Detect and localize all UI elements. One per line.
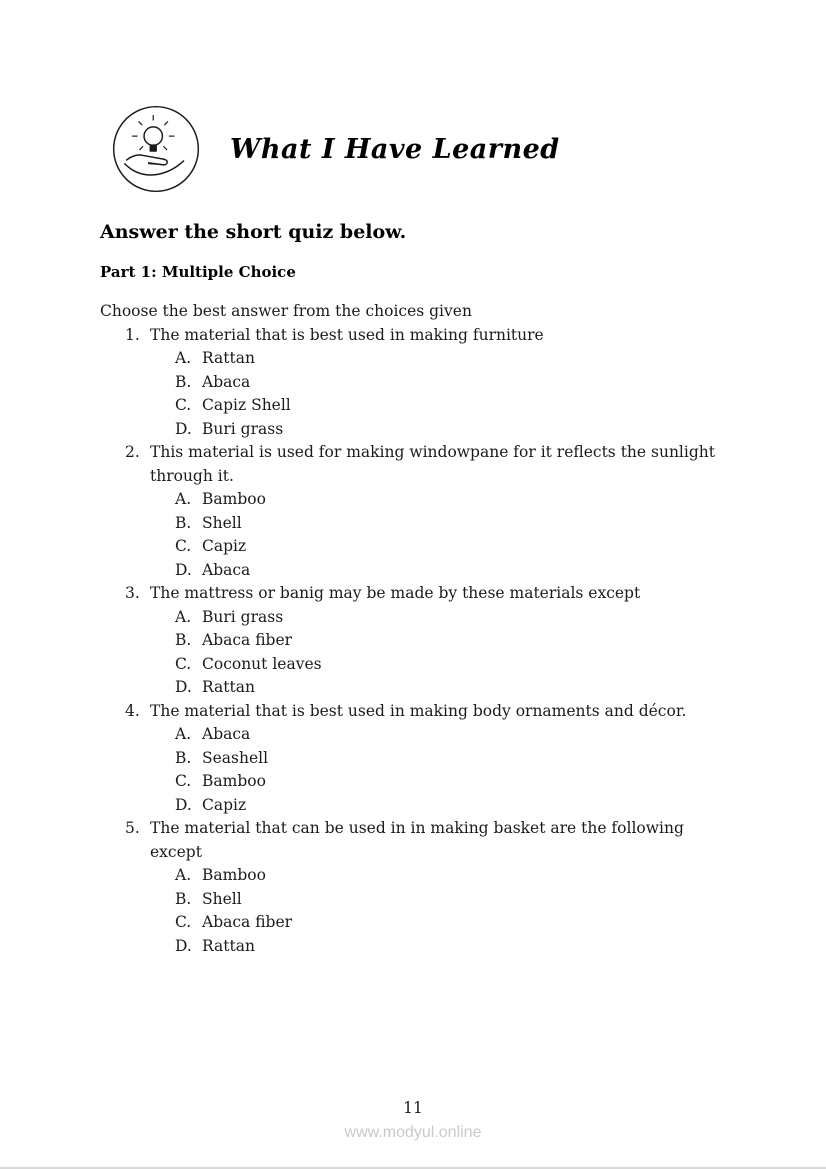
choice-letter: C. — [175, 396, 192, 414]
choice-text: Abaca — [202, 560, 251, 579]
choice-text: Abaca fiber — [202, 913, 293, 931]
choice-text: Bamboo — [202, 772, 266, 790]
question — [100, 441, 726, 582]
question — [100, 817, 726, 958]
question-number: 4. — [125, 701, 140, 720]
question — [100, 324, 726, 442]
choice-text: Coconut leaves — [202, 654, 322, 673]
choice-letter: C. — [175, 654, 192, 673]
choice-list — [175, 488, 726, 582]
choice-text: Capiz — [202, 537, 247, 555]
question — [100, 582, 726, 700]
page-title: What I Have Learned — [230, 133, 560, 165]
quiz-heading: Answer the short quiz below. — [100, 221, 407, 243]
quiz-instructions: Choose the best answer from the choices given — [100, 302, 472, 320]
choice-letter: B. — [175, 889, 192, 908]
choice-letter: C. — [175, 772, 192, 790]
choice-item — [175, 535, 726, 559]
choice-text: Rattan — [202, 349, 255, 367]
choice-list — [175, 347, 726, 441]
choice-item — [175, 371, 726, 395]
choice-letter: A. — [175, 490, 192, 508]
choice-item — [175, 864, 726, 888]
choice-text: Abaca — [202, 725, 251, 743]
question-text: The material that is best used in making furniture — [150, 325, 544, 344]
choice-item — [175, 888, 726, 912]
choice-letter: D. — [175, 936, 192, 955]
choice-text: Capiz — [202, 795, 247, 814]
choice-text: Buri grass — [202, 607, 284, 626]
choice-text: Buri grass — [202, 419, 284, 438]
choice-text: Shell — [202, 513, 242, 532]
choice-item — [175, 347, 726, 371]
choice-text: Bamboo — [202, 490, 266, 508]
choice-letter: D. — [175, 678, 192, 696]
choice-letter: C. — [175, 537, 192, 555]
choice-letter: A. — [175, 349, 192, 367]
choice-item — [175, 676, 726, 700]
choice-text: Abaca fiber — [202, 631, 293, 649]
choice-letter: D. — [175, 560, 192, 579]
choice-item — [175, 794, 726, 818]
page-content — [0, 221, 826, 958]
choice-text: Seashell — [202, 748, 269, 767]
watermark: www.modyul.online — [344, 1124, 482, 1141]
choice-letter: B. — [175, 513, 192, 532]
choice-list — [175, 606, 726, 700]
choice-letter: D. — [175, 419, 192, 438]
choice-item — [175, 747, 726, 771]
choice-letter: A. — [175, 607, 192, 626]
choice-text: Abaca — [202, 372, 251, 391]
choice-text: Rattan — [202, 678, 255, 696]
choice-letter: B. — [175, 631, 192, 649]
quiz-body — [100, 300, 726, 958]
choice-item — [175, 418, 726, 442]
choice-item — [175, 770, 726, 794]
choice-letter: B. — [175, 372, 192, 391]
choice-item — [175, 723, 726, 747]
question-number: 1. — [125, 325, 140, 344]
choice-item — [175, 935, 726, 959]
hand-holding-lightbulb-icon — [110, 103, 202, 195]
choice-letter: D. — [175, 795, 192, 814]
choice-text: Shell — [202, 889, 242, 908]
choice-item — [175, 606, 726, 630]
choice-list — [175, 864, 726, 958]
question-text: The material that can be used in in making basket are the following except — [150, 819, 684, 861]
choice-item — [175, 653, 726, 677]
question-text: The material that is best used in making body ornaments and décor. — [150, 701, 687, 720]
choice-letter: A. — [175, 866, 192, 884]
question-text: This material is used for making windowpane for it reflects the sunlight through it. — [150, 443, 715, 485]
choice-list — [175, 723, 726, 817]
choice-letter: C. — [175, 913, 192, 931]
question-text: The mattress or banig may be made by these materials except — [150, 584, 641, 602]
choice-text: Capiz Shell — [202, 396, 291, 414]
question-number: 5. — [125, 819, 140, 837]
choice-item — [175, 488, 726, 512]
question-number: 2. — [125, 443, 140, 461]
question — [100, 700, 726, 818]
choice-item — [175, 512, 726, 536]
choice-letter: B. — [175, 748, 192, 767]
choice-letter: A. — [175, 725, 192, 743]
choice-item — [175, 911, 726, 935]
choice-item — [175, 629, 726, 653]
part-title: Part 1: Multiple Choice — [100, 263, 296, 281]
page-header — [0, 0, 826, 195]
choice-text: Bamboo — [202, 866, 266, 884]
page-number: 11 — [403, 1099, 423, 1117]
question-number: 3. — [125, 584, 140, 602]
question-list — [100, 324, 726, 959]
choice-text: Rattan — [202, 936, 255, 955]
choice-item — [175, 394, 726, 418]
choice-item — [175, 559, 726, 583]
